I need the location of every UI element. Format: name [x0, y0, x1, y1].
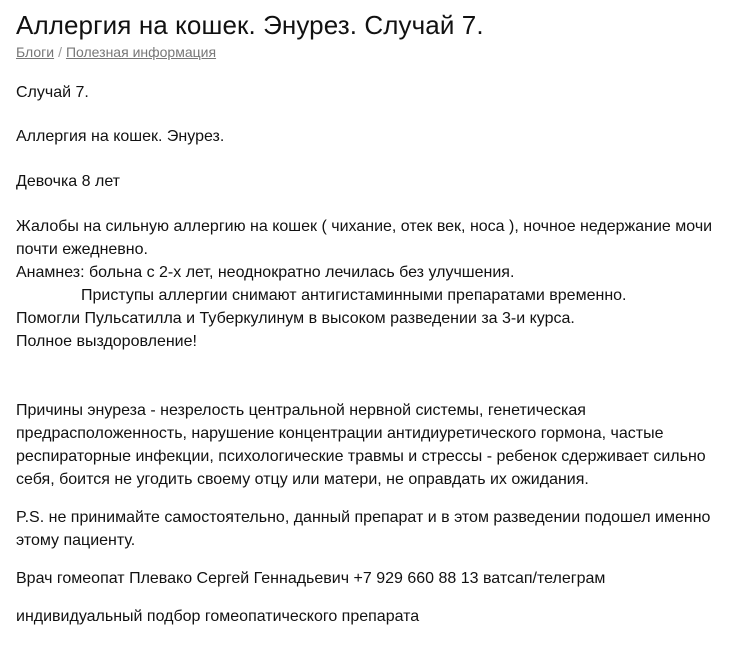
enuresis-causes: Причины энуреза - незрелость центральной нервной системы, генетическая предрасположенность, нарушение концентрации антидиуретического гормона, частые респираторные инфекции, психологические травмы и стрессы - ребенок сдерживает сильно себя, боится не угодить своему отцу или матери, не оправдать их ожидания. — [16, 402, 706, 488]
page-title: Аллергия на кошек. Энурез. Случай 7. — [16, 10, 484, 40]
patient-info: Девочка 8 лет — [16, 173, 121, 190]
breadcrumb-link-blogs[interactable]: Блоги — [16, 44, 55, 60]
breadcrumb-link-useful-info[interactable]: Полезная информация — [65, 44, 217, 60]
ps-note: P.S. не принимайте самостоятельно, данный препарат и в этом разведении подошел именно этому пациенту. — [16, 509, 711, 549]
remedy-text: Помогли Пульсатилла и Туберкулинум в высоком разведении за 3-и курса. — [16, 310, 575, 327]
complaints-text: Жалобы на сильную аллергию на кошек ( чихание, отек век, носа ), ночное недержание мочи почти ежедневно. — [16, 218, 713, 258]
case-topic: Аллергия на кошек. Энурез. — [16, 128, 225, 145]
breadcrumb-separator: / — [58, 44, 62, 60]
attacks-text: Приступы аллергии снимают антигистаминными препаратами временно. — [81, 287, 627, 304]
case-description — [16, 215, 715, 353]
case-number: Случай 7. — [16, 84, 89, 101]
result-text: Полное выздоровление! — [16, 333, 197, 350]
anamnesis-text: Анамнез: больна с 2-х лет, неоднократно лечилась без улучшения. — [16, 264, 515, 281]
article-body — [16, 81, 715, 628]
service-note: индивидуальный подбор гомеопатического препарата — [16, 608, 420, 625]
breadcrumb — [16, 43, 715, 61]
doctor-contact: Врач гомеопат Плевако Сергей Геннадьевич +7 929 660 88 13 ватсап/телеграм — [16, 570, 606, 587]
